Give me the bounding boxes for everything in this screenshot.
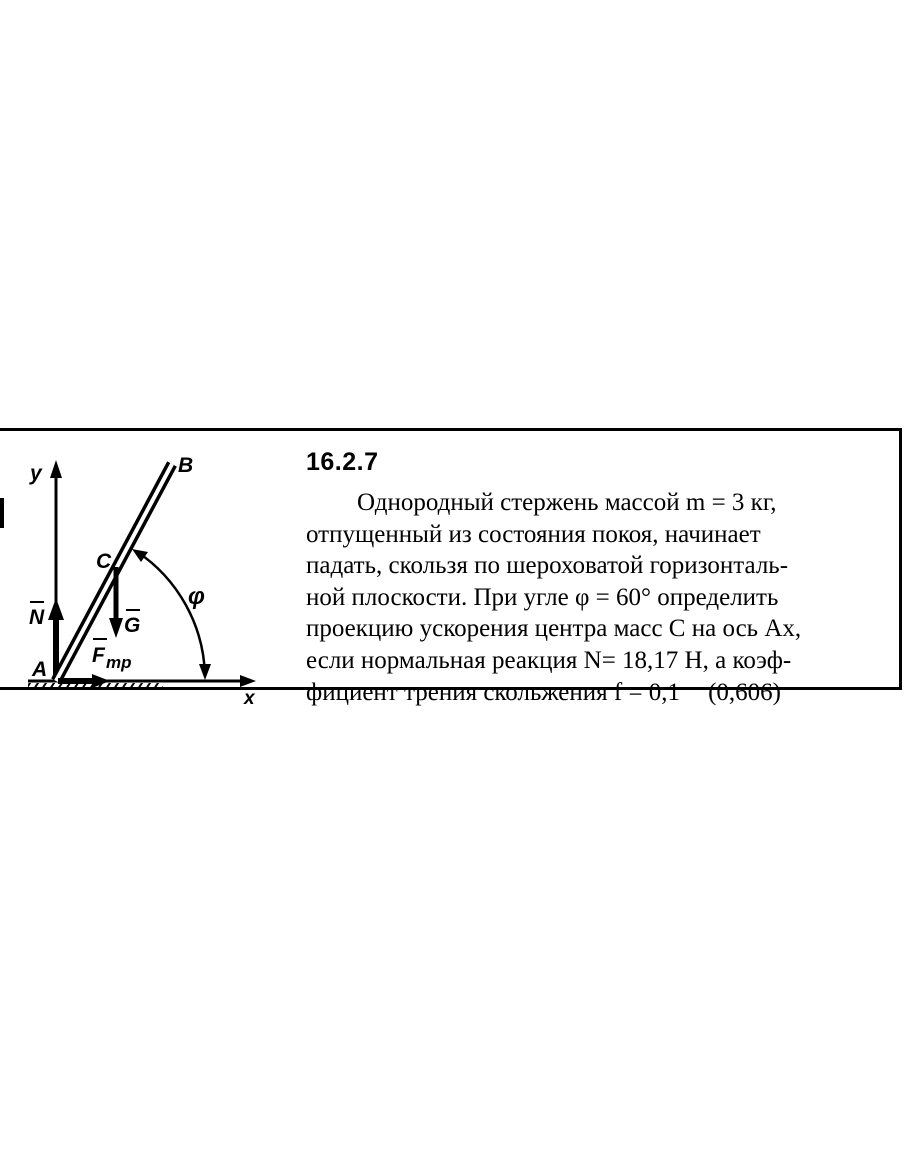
gravity-arrowhead xyxy=(109,618,123,638)
problem-line: фициент трения скольжения f = 0,1 xyxy=(306,678,681,706)
problem-statement xyxy=(306,487,890,708)
x-axis-label: x xyxy=(244,688,255,709)
problem-line: Однородный стержень массой m = 3 кг, xyxy=(357,489,777,516)
problem-last-line xyxy=(306,677,890,709)
answer: (0,606) xyxy=(708,678,781,706)
friction-label: F xyxy=(92,644,105,667)
angle-arc-arrowhead-top xyxy=(132,549,148,562)
normal-force-label: N xyxy=(29,606,45,629)
gravity-label: G xyxy=(124,614,141,637)
problem-line: если нормальная реакция N= 18,17 Н, а коэф- xyxy=(306,646,792,674)
point-a-label: A xyxy=(32,658,48,681)
point-c-label: C xyxy=(96,550,112,573)
angle-arc-arrowhead-bottom xyxy=(199,664,211,680)
rod-diagram xyxy=(0,428,300,709)
y-axis-label: y xyxy=(30,462,42,485)
problem-line: падать, скользя по шероховатой горизонталь- xyxy=(306,552,789,580)
problem-line: проекцию ускорения центра масс C на ось Ax, xyxy=(306,615,802,643)
angle-arc xyxy=(136,551,205,676)
problem-number: 16.2.7 xyxy=(306,448,379,476)
angle-label: φ xyxy=(188,583,205,610)
y-axis-arrowhead xyxy=(50,460,62,478)
friction-subscript: тр xyxy=(106,653,132,672)
problem-line: ной плоскости. При угле φ = 60° определить xyxy=(306,583,779,611)
point-b-label: B xyxy=(178,454,194,477)
x-axis-arrowhead xyxy=(240,675,256,687)
normal-force-arrowhead xyxy=(48,598,64,620)
problem-line: отпущенный из состояния покоя, начинает xyxy=(306,520,761,548)
